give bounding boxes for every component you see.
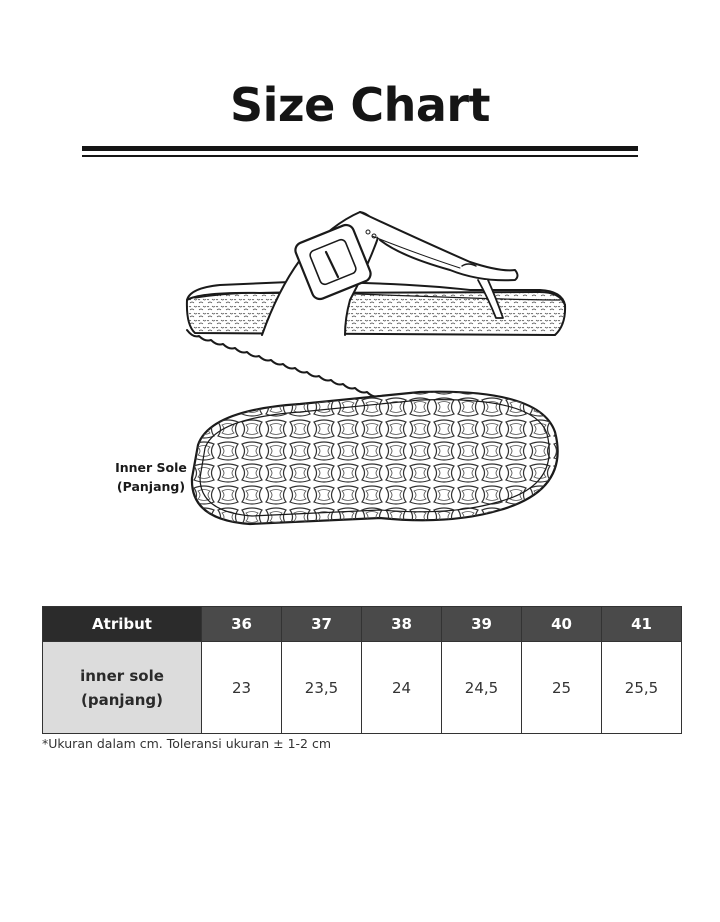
value-cell: 23 — [202, 642, 282, 734]
inner-sole-label — [106, 458, 196, 496]
value-cell: 25,5 — [602, 642, 682, 734]
header-cell-size: 40 — [522, 607, 602, 642]
header-cell-size: 38 — [362, 607, 442, 642]
inner-sole-label-line2: (Panjang) — [116, 479, 186, 494]
value-cell: 24 — [362, 642, 442, 734]
inner-sole-label-line1: Inner Sole — [115, 460, 187, 475]
page-title: Size Chart — [229, 78, 491, 132]
header-cell-size: 36 — [202, 607, 282, 642]
row-label-line2: (panjang) — [81, 690, 163, 709]
row-label-cell — [43, 642, 202, 734]
header-cell-size: 37 — [282, 607, 362, 642]
sandal-sole-top-view-icon — [185, 385, 575, 530]
value-cell: 24,5 — [442, 642, 522, 734]
value-cell: 25 — [522, 642, 602, 734]
header-cell-atribut: Atribut — [43, 607, 202, 642]
header-cell-size: 41 — [602, 607, 682, 642]
table-row — [43, 642, 682, 734]
row-label-line1: inner sole — [80, 666, 164, 685]
header-cell-size: 39 — [442, 607, 522, 642]
tolerance-note: *Ukuran dalam cm. Toleransi ukuran ± 1-2 cm — [42, 736, 332, 751]
value-cell: 23,5 — [282, 642, 362, 734]
table-header-row — [43, 607, 682, 642]
size-table — [42, 606, 682, 734]
